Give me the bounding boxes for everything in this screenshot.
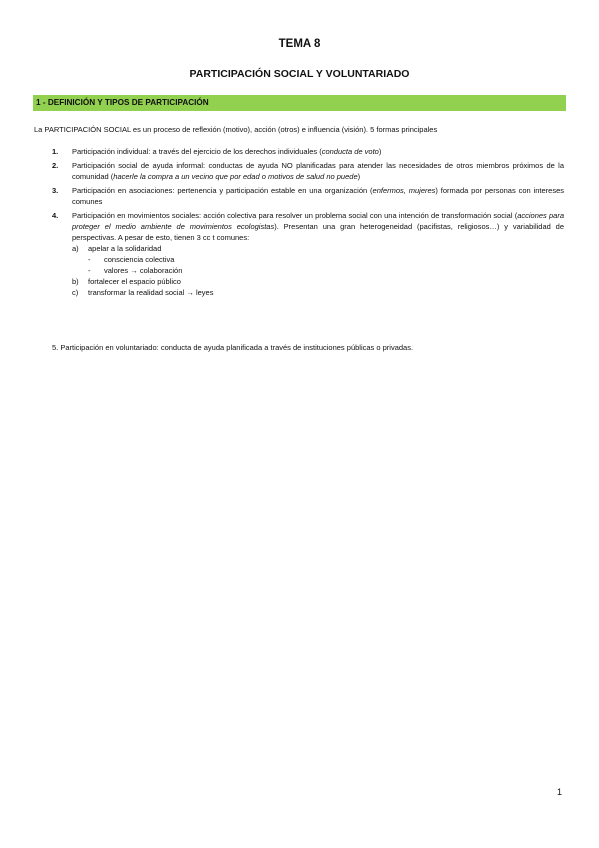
item-example: acciones para proteger el medio ambiente de movimientos ecologistas [72,211,564,231]
list-item-5: 5. Participación en voluntariado: conducta de ayuda planificada a través de instituciones públicas o privadas. [52,343,414,352]
document-title: PARTICIPACIÓN SOCIAL Y VOLUNTARIADO [189,68,410,80]
sub-dash-text: consciencia colectiva [104,255,175,264]
item-number: 3. [52,186,59,195]
item-example: enfermos, mujeres [372,186,436,195]
item-tail: ). Presentan una gran heterogeneidad (pacifistas, religiosos…) y variabilidad de perspectivas. A pesar de esto, tienen 3 cc t comunes: [72,222,565,242]
sub-text: apelar a la solidaridad [88,244,162,253]
section-heading: 1 - DEFINICIÓN Y TIPOS DE PARTICIPACIÓN [33,95,566,111]
item-number: 2. [52,161,59,170]
item-example: hacerle la compra a un vecino que por edad o motivos de salud no puede [113,172,358,181]
sub-dash-item [88,254,564,265]
tema-title: TEMA 8 [278,38,321,50]
dash-bullet: - [88,266,91,275]
sub-letter: b) [72,277,79,286]
item-tail: ) [357,172,361,181]
page-number: 1 [557,787,563,797]
list-item [52,185,564,207]
dash-bullet: - [88,255,91,264]
forms-list [52,146,564,301]
item-text: Participación social de ayuda informal: conductas de ayuda NO planificadas para atender las necesidades de otros miembros próximos de la comunidad ( [72,161,564,181]
sub-text: transformar la realidad social → leyes [88,288,214,297]
item-number: 4. [52,211,59,220]
sub-text: fortalecer el espacio público [88,277,181,286]
list-item [52,146,564,157]
item-text: Participación individual: a través del ejercicio de los derechos individuales ( [72,147,322,156]
item-tail: ) [378,147,382,156]
sub-item-a [72,243,564,254]
item-number: 1. [52,147,59,156]
sub-dash-text: valores → colaboración [104,266,183,275]
item-text: Participación en movimientos sociales: acción colectiva para resolver un problema social con una intención de transformación social ( [72,211,518,220]
intro-paragraph: La PARTICIPACIÓN SOCIAL es un proceso de reflexión (motivo), acción (otros) e influencia (visión). 5 formas principales [34,125,438,134]
list-item [52,160,564,182]
item-tail: ) formada por personas con intereses comunes [72,186,564,206]
sub-letter: a) [72,244,79,253]
sub-dash-item [88,265,564,276]
sub-item-b [72,276,564,287]
list-item [52,210,564,298]
sub-item-c [72,287,564,298]
sub-letter: c) [72,288,79,297]
item-text: Participación en asociaciones: pertenencia y participación estable en una organización ( [72,186,373,195]
item-example: conducta de voto [321,147,379,156]
